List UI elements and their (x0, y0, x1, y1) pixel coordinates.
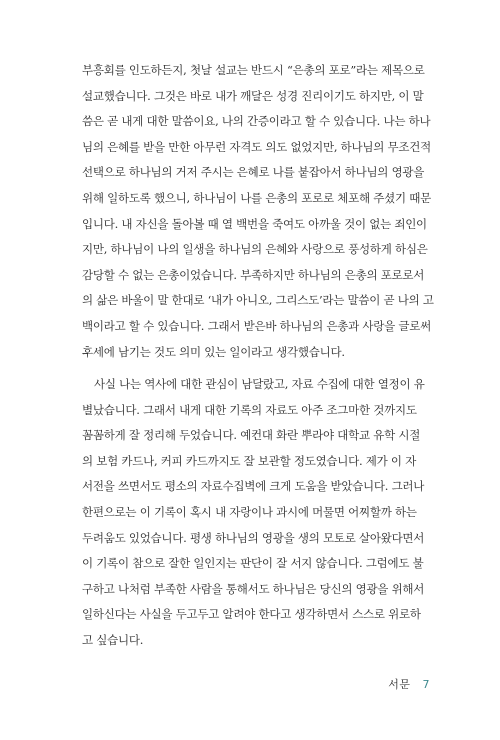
text-line: 의 보험 카드나, 커피 카드까지도 잘 보관할 정도였습니다. 제가 이 자 (82, 453, 417, 468)
text-line: 일하신다는 사실을 두고두고 알려야 한다고 생각하면서 스스로 위로하 (82, 607, 421, 622)
text-line: 백이라고 할 수 있습니다. 그래서 받은바 하나님의 은총과 사랑을 글로써 (82, 318, 431, 333)
paragraph-2 (82, 372, 432, 654)
section-title: 서문 (388, 678, 411, 691)
page-number: 7 (422, 678, 430, 691)
text-line: 이 기록이 참으로 잘한 일인지는 판단이 잘 서지 않습니다. 그럼에도 불 (82, 556, 424, 571)
text-line: 한편으로는 이 기록이 혹시 내 자랑이나 과시에 머물면 어찌할까 하는 (82, 504, 417, 519)
text-line: 선택으로 하나님의 거저 주시는 은혜로 나를 붙잡아서 하나님의 영광을 (82, 165, 425, 180)
text-line: 설교했습니다. 그것은 바로 내가 깨달은 성경 진리이기도 하지만, 이 말 (82, 88, 424, 103)
text-line: 두려움도 있었습니다. 평생 하나님의 영광을 생의 모토로 살아왔다면서 (82, 530, 425, 545)
text-line: 후세에 남기는 것도 의미 있는 일이라고 생각했습니다. (82, 344, 345, 359)
text-line: 부흥회를 인도하든지, 첫날 설교는 반드시 “은총의 포로”라는 제목으로 (82, 63, 425, 77)
text-line: 꼼꼼하게 잘 정리해 두었습니다. 예컨대 화란 뿌라야 대학교 유학 시절 (82, 428, 421, 443)
text-line: 서전을 쓰면서도 평소의 자료수집벽에 크게 도움을 받았습니다. 그러나 (82, 479, 425, 494)
text-line: 고 싶습니다. (82, 632, 144, 647)
paragraph-1 (82, 58, 432, 365)
text-line: 입니다. 내 자신을 돌아볼 때 열 백번을 죽여도 아까울 것이 없는 죄인이 (82, 216, 427, 231)
text-line: 별났습니다. 그래서 내게 대한 기록의 자료도 아주 조그마한 것까지도 (82, 402, 417, 417)
text-line: 구하고 나처럼 부족한 사람을 통해서도 하나님은 당신의 영광을 위해서 (82, 581, 425, 596)
text-line: 감당할 수 없는 은총이었습니다. 부족하지만 하나님의 은총의 포로로서 (82, 267, 425, 282)
text-line: 위해 일하도록 했으니, 하나님이 나를 은총의 포로로 체포해 주셨기 때문 (82, 190, 431, 205)
text-line: 지만, 하나님이 나의 일생을 하나님의 은혜와 사랑으로 풍성하게 하심은 (82, 242, 428, 257)
text-line: 님의 은혜를 받을 만한 아무런 자격도 의도 없었지만, 하나님의 무조건적 (82, 139, 431, 154)
text-line: 의 삶은 바울이 말 한대로 ‘내가 아니오, 그리스도’라는 말씀이 곧 나의 고 (82, 293, 434, 308)
text-line: 씀은 곧 내게 대한 말씀이요, 나의 간증이라고 할 수 있습니다. 나는 하나 (82, 114, 431, 129)
text-line: 사실 나는 역사에 대한 관심이 남달랐고, 자료 수집에 대한 열정이 유 (94, 377, 425, 391)
page-footer (388, 676, 430, 692)
